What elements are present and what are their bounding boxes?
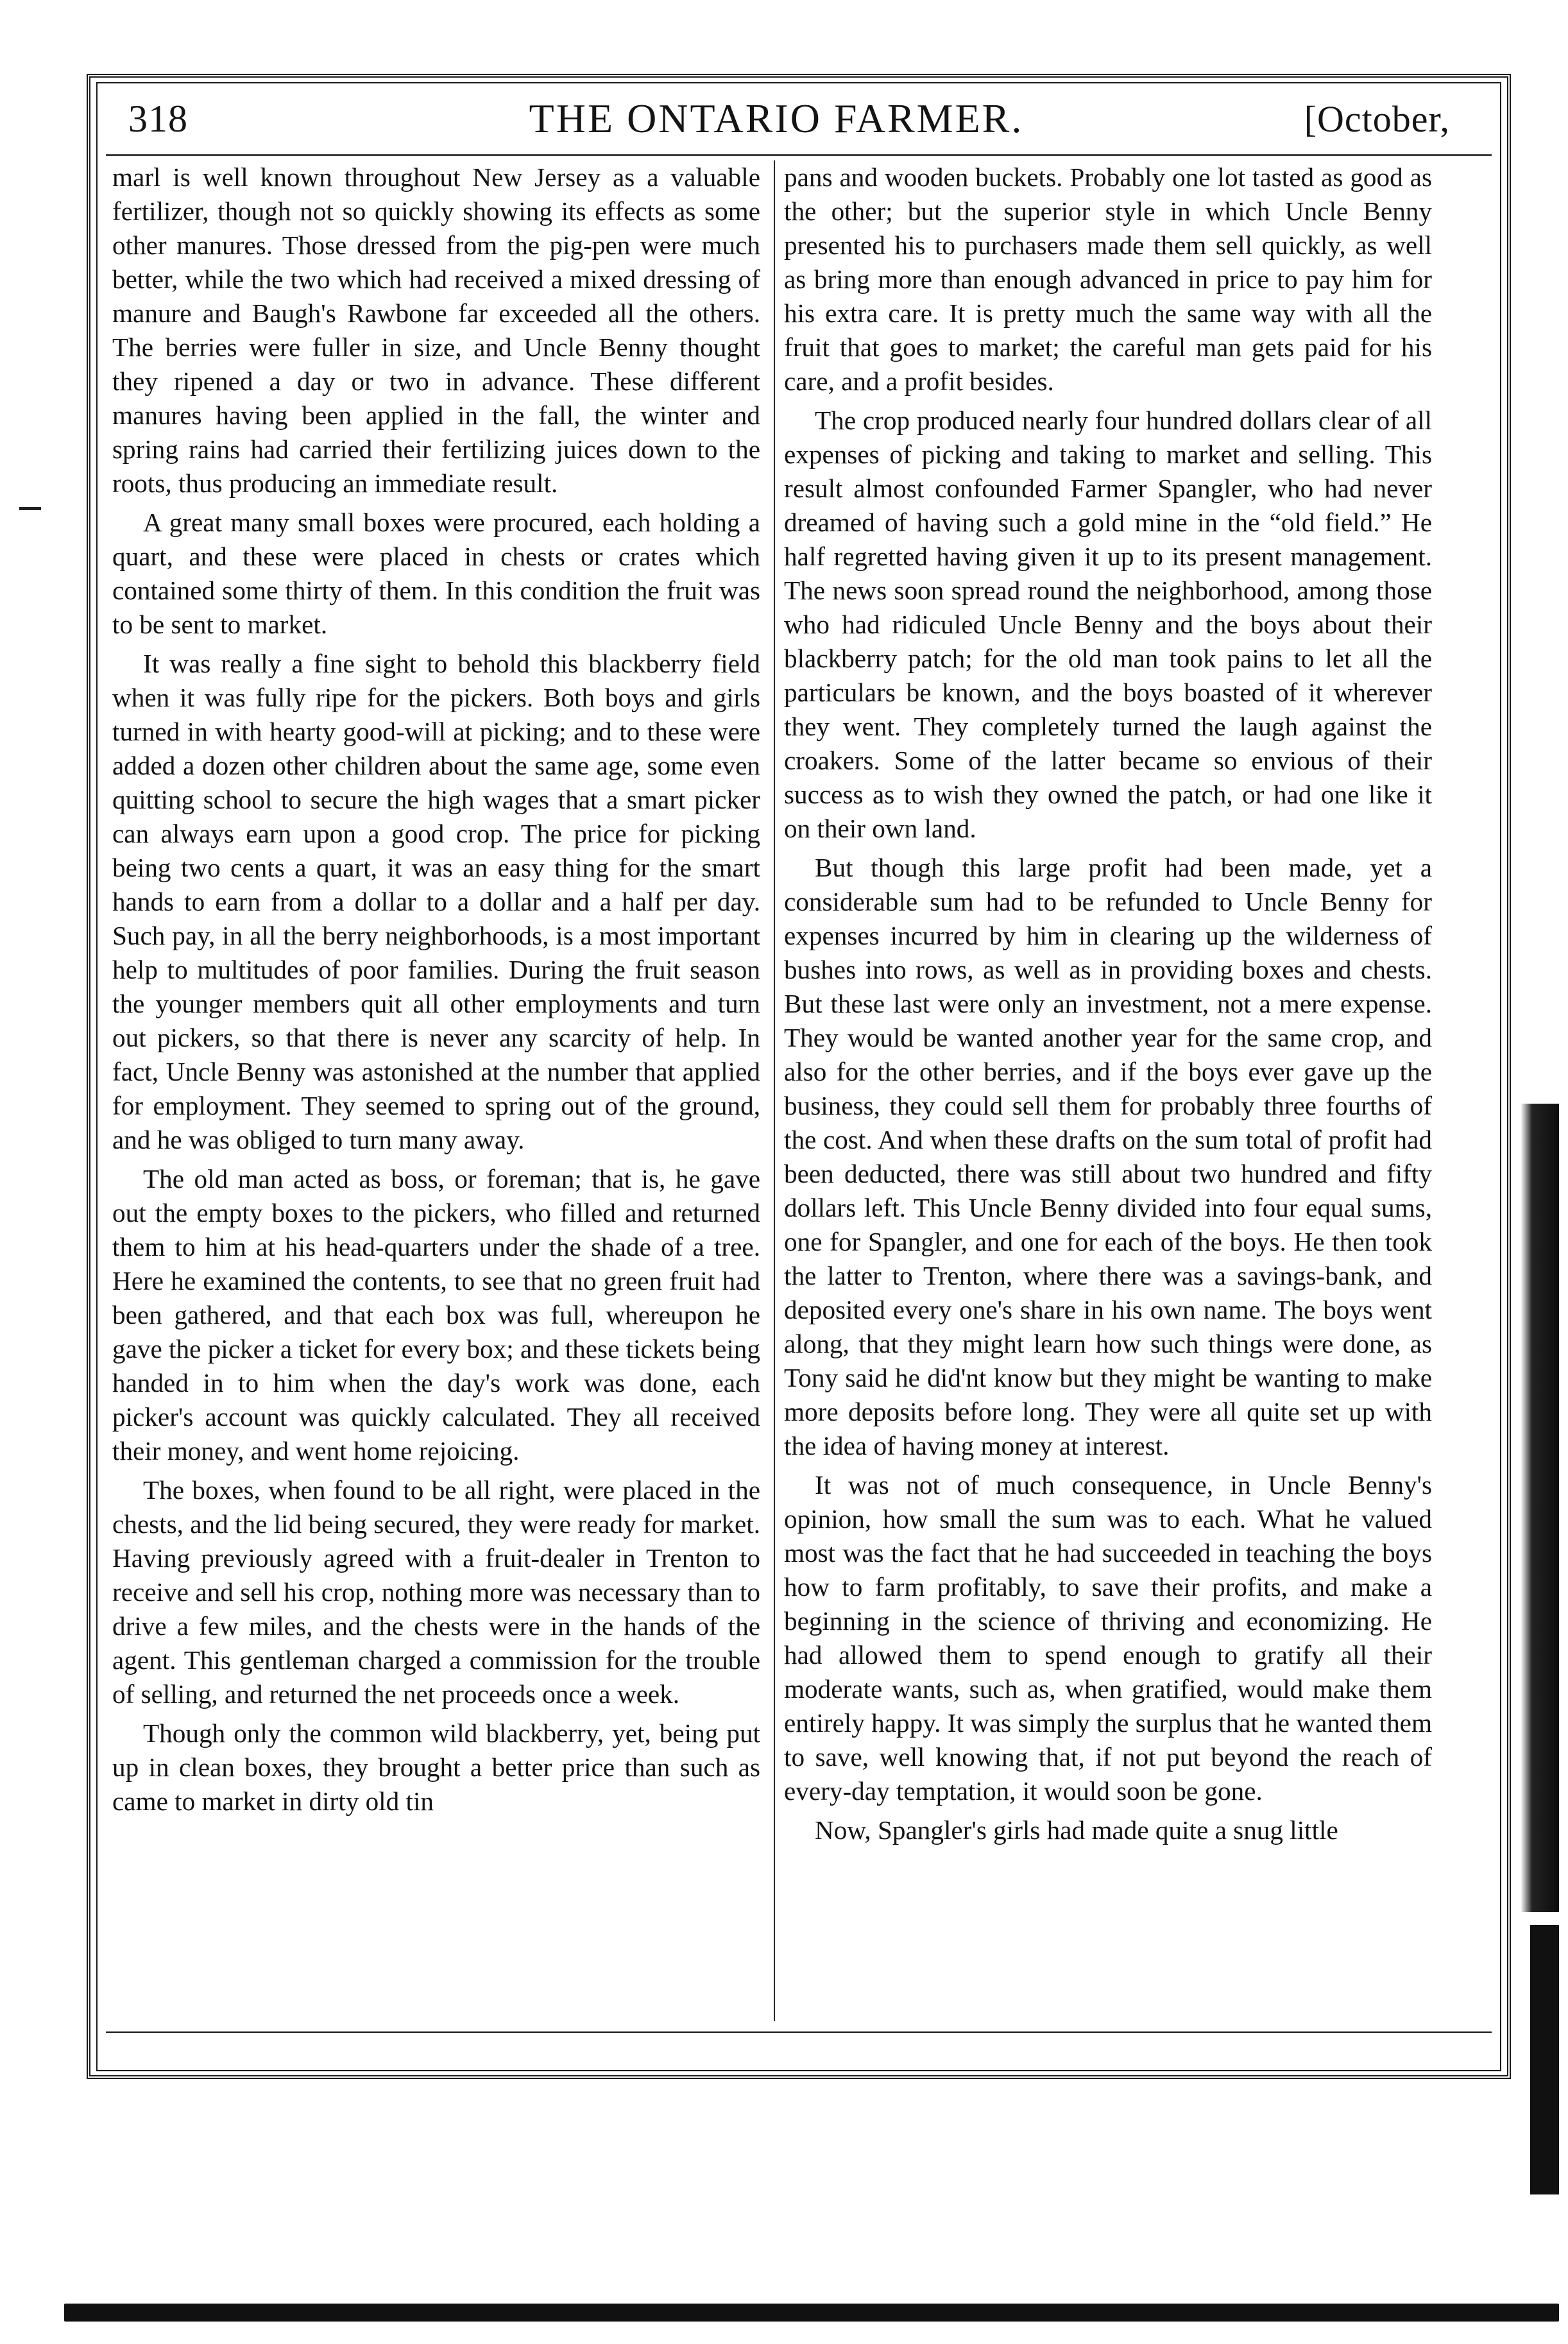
left-column (112, 160, 760, 1824)
paragraph: pans and wooden buckets. Probably one lot tasted as good as the other; but the superior style in which Uncle Benny presented his to purchasers made them sell quickly, as well as bring more than enough advanced in price to pay him for his extra care. It is pretty much the same way with all the fruit that goes to market; the careful man gets paid for his care, and a profit besides. (784, 162, 1432, 396)
header-rule (106, 154, 1492, 156)
paragraph: The boxes, when found to be all right, were placed in the chests, and the lid being secured, they were ready for market. Having previously agreed with a fruit-dealer in Trenton to receive and sell his crop, nothing more was necessary than to drive a few miles, and the chests were in the hands of the agent. This gentleman charged a commission for the trouble of selling, and returned the net proceeds once a week. (112, 1475, 760, 1709)
margin-mark (19, 507, 41, 510)
paragraph: It was really a fine sight to behold this blackberry field when it was fully ripe for the pickers. Both boys and girls turned in with hearty good-will at picking; and to these were added a dozen other children about the same age, some even quitting school to secure the high wages that a smart picker can always earn upon a good crop. The price for picking being two cents a quart, it was an easy thing for the smart hands to earn from a dollar to a dollar and a half per day. Such pay, in all the berry neighborhoods, is a most important help to multitudes of poor families. During the fruit season the younger members quit all other employments and turn out pickers, so that there is never any scarcity of help. In fact, Uncle Benny was astonished at the number that applied for employment. They seemed to spring out of the ground, and he was obliged to turn many away. (112, 649, 760, 1154)
scan-shadow-edge-lower (1530, 1925, 1559, 2194)
paragraph: A great many small boxes were procured, each holding a quart, and these were placed in chests or crates which contained some thirty of them. In this condition the fruit was to be sent to market. (112, 508, 760, 639)
bottom-rule (106, 2031, 1492, 2033)
scan-shadow-edge (1521, 1104, 1559, 1912)
column-divider (774, 160, 775, 2021)
paragraph: But though this large profit had been made, yet a considerable sum had to be refunded to Uncle Benny for expenses incurred by him in clearing up the wilderness of bushes into rows, as well as in providing boxes and chests. But these last were only an investment, not a mere expense. They would be wanted another year for the same crop, and also for the other berries, and if the boys ever gave up the business, they could sell them for probably three fourths of the cost. And when these drafts on the sum total of profit had been deducted, there was still about two hundred and fifty dollars left. This Uncle Benny divided into four equal sums, one for Spangler, and one for each of the boys. He then took the latter to Trenton, where there was a savings-bank, and deposited every one's share in his own name. The boys went along, that they might learn how such things were done, as Tony said he did'nt know but they might be wanting to make more deposits before long. They were all quite set up with the idea of having money at interest. (784, 853, 1432, 1460)
running-header (128, 83, 1450, 154)
page-number: 318 (128, 97, 188, 140)
right-column (784, 160, 1432, 1852)
paragraph: The crop produced nearly four hundred dollars clear of all expenses of picking and taking to market and selling. This result almost confounded Farmer Spangler, who had never dreamed of having such a gold mine in the “old field.” He half regretted having given it up to its present management. The news soon spread round the neighborhood, among those who had ridiculed Uncle Benny and the boys about their blackberry patch; for the old man took pains to let all the particulars be known, and the boys boasted of it wherever they went. They completely turned the laugh against the croakers. Some of the latter became so envious of their success as to wish they owned the patch, or had one like it on their own land. (784, 406, 1432, 843)
journal-title: THE ONTARIO FARMER. (529, 96, 1024, 141)
paragraph: It was not of much consequence, in Uncle Benny's opinion, how small the sum was to each. What he valued most was the fact that he had succeeded in teaching the boys how to farm profitably, to save their profits, and make a beginning in the science of thriving and economizing. He had allowed them to spend enough to gratify all their moderate wants, such as, when gratified, would make them entirely happy. It was simply the surplus that he wanted them to save, well knowing that, if not put beyond the reach of every-day temptation, it would soon be gone. (784, 1470, 1432, 1806)
issue-month: [October, (1304, 98, 1450, 140)
paragraph: Now, Spangler's girls had made quite a snug little (815, 1815, 1338, 1845)
paragraph: The old man acted as boss, or foreman; that is, he gave out the empty boxes to the pickers, who filled and returned them to him at his head-quarters under the shade of a tree. Here he examined the contents, to see that no green fruit had been gathered, and that each box was full, whereupon he gave the picker a ticket for every box; and these tickets being handed in to him when the day's work was done, each picker's account was quickly calculated. They all received their money, and went home rejoicing. (112, 1164, 760, 1466)
scan-shadow-bar (64, 2304, 1559, 2322)
paragraph: marl is well known throughout New Jersey as a valuable fertilizer, though not so quickly showing its effects as some other manures. Those dressed from the pig-pen were much better, while the two which had received a mixed dressing of manure and Baugh's Rawbone far exceeded all the others. The berries were fuller in size, and Uncle Benny thought they ripened a day or two in advance. These different manures having been applied in the fall, the winter and spring rains had carried their fertilizing juices down to the roots, thus producing an immediate result. (112, 162, 760, 498)
paragraph: Though only the common wild blackberry, yet, being put up in clean boxes, they brought a better price than such as came to market in dirty old tin (112, 1718, 760, 1816)
